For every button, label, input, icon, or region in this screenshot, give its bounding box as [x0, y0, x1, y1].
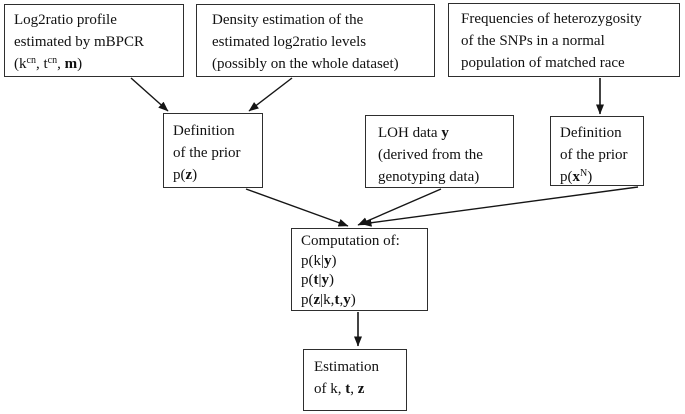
density-line2: estimated log2ratio levels [212, 34, 367, 50]
formula-text: p( [560, 169, 573, 185]
bold-t: t [313, 272, 319, 288]
formula-text: (k [14, 56, 27, 72]
bold-x: x [572, 169, 580, 185]
box-heterozygosity-frequencies [448, 3, 680, 77]
formula-text: ) [587, 169, 593, 185]
prior-x-line2: of the prior [560, 147, 628, 163]
loh-line3: genotyping data) [378, 169, 480, 185]
bold-t: t [345, 381, 351, 397]
frequencies-line2: of the SNPs in a normal [461, 33, 605, 49]
formula-text: p( [173, 167, 186, 183]
formula-text: p( [301, 272, 314, 288]
log2ratio-line2: estimated by mBPCR [14, 34, 145, 50]
log2ratio-line1: Log2ratio profile [14, 12, 117, 28]
computation-formula-3 [301, 291, 421, 311]
frequencies-line1: Frequencies of heterozygosity [461, 11, 642, 27]
computation-formula-1 [301, 252, 421, 272]
arrow-density-to-prior-z [249, 78, 292, 111]
prior-x-line1: Definition [560, 125, 622, 141]
computation-formula-2 [301, 271, 421, 291]
formula-text: , [57, 56, 65, 72]
formula-text: p( [301, 291, 314, 308]
formula-text: | [318, 272, 322, 288]
frequencies-line3: population of matched race [461, 55, 625, 71]
prior-z-line2: of the prior [173, 145, 241, 161]
bold-y: y [324, 252, 332, 269]
estimation-line1: Estimation [314, 359, 379, 375]
density-line1: Density estimation of the [212, 12, 364, 28]
box-loh-data [365, 115, 514, 188]
loh-text: LOH data [378, 125, 442, 141]
superscript-cn: cn [26, 55, 36, 66]
box-computation [291, 228, 428, 311]
bold-y: y [441, 125, 449, 141]
superscript-n: N [580, 168, 588, 179]
formula-text: , t [35, 56, 48, 72]
bold-y: y [343, 291, 351, 308]
bold-z: z [313, 291, 321, 308]
computation-title: Computation of: [301, 233, 400, 249]
bold-y: y [321, 272, 330, 288]
arrow-log2ratio-to-prior-z [131, 78, 168, 111]
box-estimation [303, 349, 407, 411]
estimation-line2 [314, 378, 400, 400]
prior-x-formula [560, 166, 637, 188]
prior-z-line1: Definition [173, 123, 235, 139]
log2ratio-formula [14, 53, 177, 75]
superscript-cn: cn [47, 55, 58, 66]
bold-z: z [185, 167, 193, 183]
formula-text: ) [192, 167, 198, 183]
formula-text: , [339, 291, 344, 308]
formula-text: , [350, 381, 358, 397]
formula-text: ) [329, 272, 335, 288]
arrow-prior-z-to-computation [246, 189, 348, 226]
box-prior-z-definition [163, 113, 263, 188]
formula-text: ) [331, 252, 337, 269]
formula-text: ) [77, 56, 83, 72]
bold-z: z [357, 381, 365, 397]
box-prior-x-definition [550, 116, 644, 186]
formula-text: of k, [314, 381, 346, 397]
bold-t: t [334, 291, 340, 308]
loh-line2: (derived from the [378, 147, 483, 163]
density-line3: (possibly on the whole dataset) [212, 56, 399, 72]
formula-text: ) [350, 291, 356, 308]
prior-z-formula [173, 164, 256, 186]
box-density-estimation [196, 4, 435, 77]
loh-line1 [378, 122, 507, 144]
box-log2ratio-profile [4, 4, 184, 77]
formula-text: p(k| [301, 252, 324, 269]
bold-m: m [64, 56, 78, 72]
formula-text: |k, [320, 291, 335, 308]
